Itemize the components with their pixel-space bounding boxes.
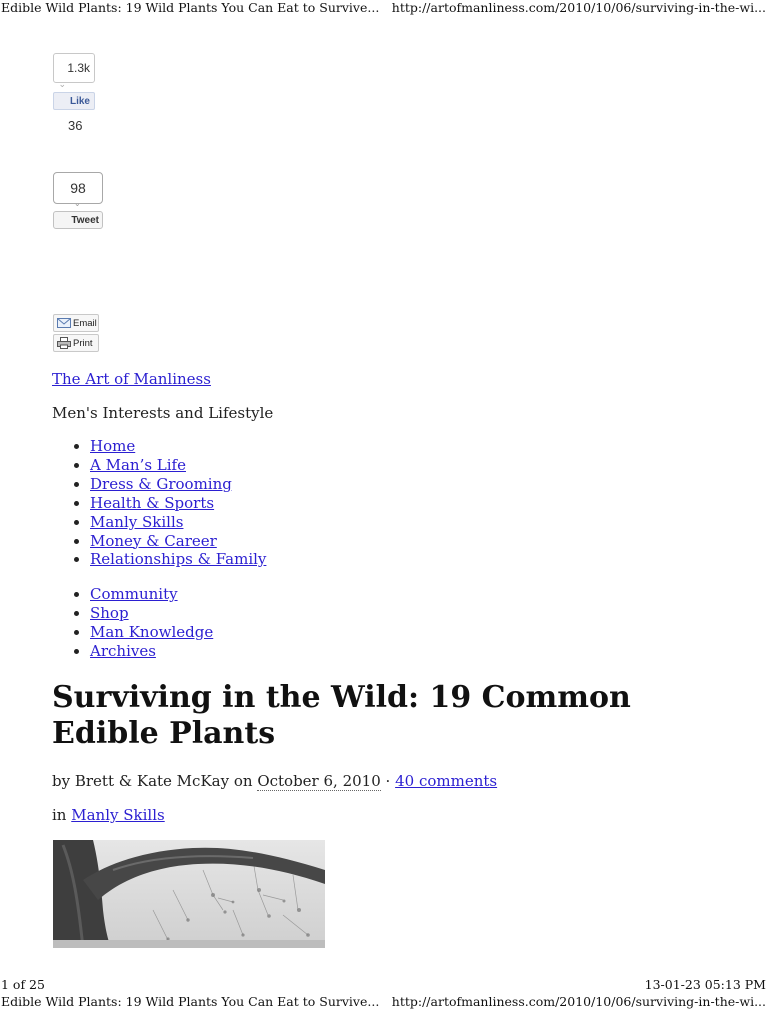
nav-item-shop: [90, 604, 213, 623]
article-hero-image: [53, 840, 325, 948]
nav-item-health-sports: [90, 494, 266, 513]
nav-link-man-knowledge[interactable]: Man Knowledge: [90, 622, 214, 641]
nav-item-community: [90, 585, 213, 604]
nav-item-dress-grooming: [90, 475, 266, 494]
print-header-title: Edible Wild Plants: 19 Wild Plants You Can Eat to Survive...: [1, 0, 380, 15]
print-datetime: 13-01-23 05:13 PM: [644, 977, 766, 992]
envelope-icon: [57, 317, 71, 329]
byline-separator: ·: [385, 772, 391, 790]
email-button[interactable]: [53, 314, 99, 332]
primary-navigation: [52, 437, 266, 569]
site-tagline: Men's Interests and Lifestyle: [52, 404, 274, 422]
nav-link-manly-skills[interactable]: Manly Skills: [90, 512, 184, 531]
tweet-button[interactable]: [53, 211, 103, 229]
secondary-navigation: [52, 585, 213, 661]
nav-item-relationships-family: [90, 550, 266, 569]
email-label: Email: [73, 318, 97, 329]
print-header-url: http://artofmanliness.com/2010/10/06/surviving-in-the-wi...: [391, 0, 766, 15]
nav-link-a-mans-life[interactable]: A Man’s Life: [90, 455, 186, 474]
category-prefix: in: [52, 806, 67, 824]
speech-tail-icon: ⌄: [74, 199, 81, 208]
tweet-label: Tweet: [71, 215, 99, 226]
site-title-link[interactable]: The Art of Manliness: [52, 370, 211, 388]
article-byline: [52, 772, 497, 790]
nav-item-a-mans-life: [90, 456, 266, 475]
tweet-count: [53, 172, 103, 208]
facebook-like-count-value: 1.3k: [67, 61, 90, 75]
nav-link-relationships-family[interactable]: Relationships & Family: [90, 550, 267, 569]
nav-link-community[interactable]: Community: [90, 585, 178, 603]
print-button[interactable]: [53, 334, 99, 352]
tree-branch-photo: [53, 840, 325, 948]
speech-tail-icon: ⌄: [58, 79, 66, 89]
printer-icon: [57, 337, 71, 349]
nav-link-money-career[interactable]: Money & Career: [90, 531, 217, 550]
share-count: 36: [68, 118, 83, 133]
nav-item-archives: [90, 642, 213, 661]
nav-link-health-sports[interactable]: Health & Sports: [90, 493, 215, 512]
tweet-count-value: 98: [70, 180, 86, 196]
nav-item-man-knowledge: [90, 623, 213, 642]
nav-item-money-career: [90, 532, 266, 551]
nav-item-manly-skills: [90, 513, 266, 532]
print-footer-title: Edible Wild Plants: 19 Wild Plants You Can Eat to Survive...: [1, 994, 380, 1009]
facebook-like-label: Like: [69, 96, 90, 107]
print-label: Print: [73, 338, 93, 349]
facebook-like-count: [53, 53, 95, 89]
print-footer: [0, 977, 768, 1021]
print-header: [0, 0, 768, 18]
byline-date: October 6, 2010: [257, 772, 381, 790]
comments-link[interactable]: 40 comments: [395, 772, 498, 790]
article-title: Surviving in the Wild: 19 Common Edible Plants: [52, 680, 631, 751]
nav-link-dress-grooming[interactable]: Dress & Grooming: [90, 474, 232, 493]
nav-link-home[interactable]: Home: [90, 437, 136, 455]
print-page-number: 1 of 25: [1, 977, 45, 992]
nav-link-shop[interactable]: Shop: [90, 603, 129, 622]
nav-item-home: [90, 437, 266, 456]
print-footer-url: http://artofmanliness.com/2010/10/06/surviving-in-the-wi...: [391, 994, 766, 1009]
byline-author: by Brett & Kate McKay on: [52, 772, 253, 790]
nav-link-archives[interactable]: Archives: [90, 641, 156, 660]
article-category: [52, 806, 165, 824]
facebook-like-button[interactable]: [53, 92, 95, 110]
category-link[interactable]: Manly Skills: [71, 806, 165, 824]
